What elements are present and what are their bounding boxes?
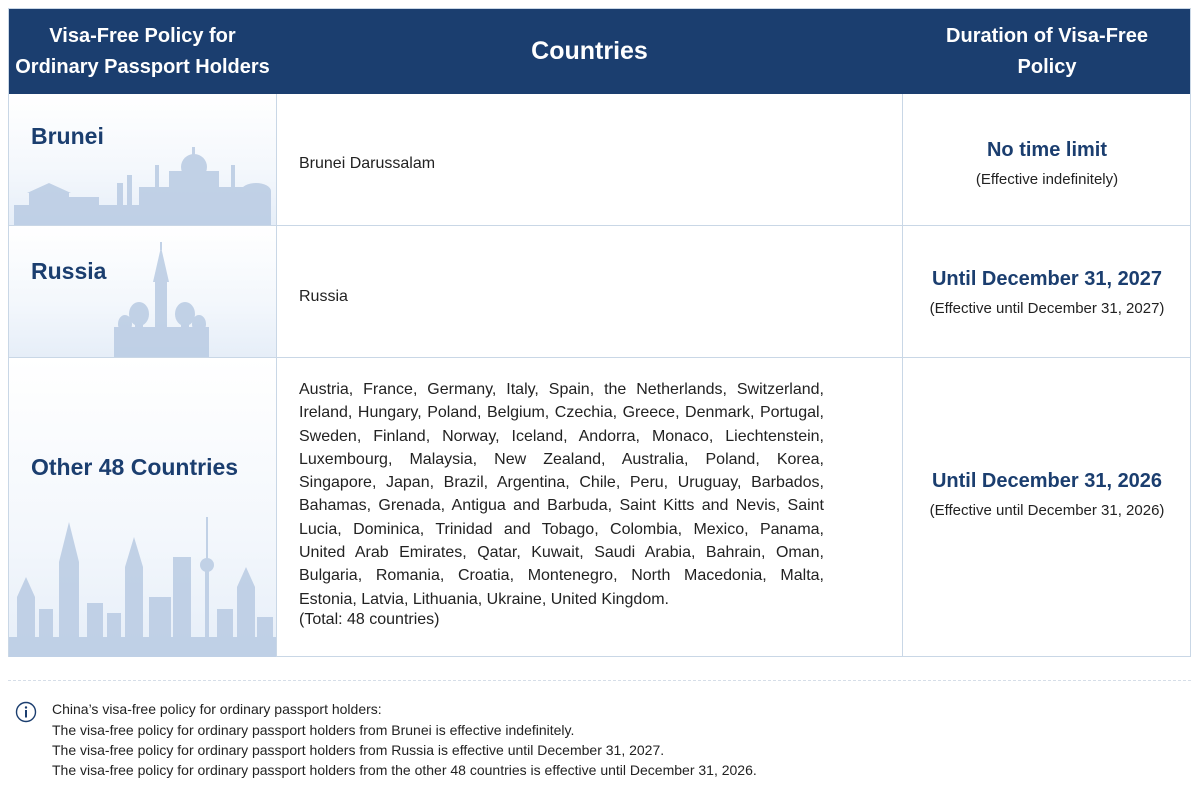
world-skyline-illustration [9, 517, 276, 657]
duration-note: (Effective until December 31, 2026) [929, 502, 1165, 519]
duration-cell [903, 268, 1191, 317]
table-row-russia [9, 226, 1190, 357]
duration-main: No time limit [986, 139, 1107, 161]
region-name: Russia [31, 258, 107, 284]
countries-total: (Total: 48 countries) [299, 611, 440, 628]
footer-note-line: The visa-free policy for ordinary passport holders from Brunei is effective indefinitely. [52, 722, 575, 738]
visa-free-policy-table [8, 8, 1191, 657]
russia-cathedral-illustration [9, 242, 276, 357]
header-policy-line2: Ordinary Passport Holders [15, 55, 270, 78]
info-icon [15, 701, 37, 723]
region-cell-russia [9, 226, 276, 357]
duration-note: (Effective indefinitely) [975, 171, 1119, 188]
footer-note-line: The visa-free policy for ordinary passport holders from Russia is effective until December 31, 2027. [52, 742, 665, 758]
duration-cell [903, 139, 1191, 188]
header-duration-line1: Duration of Visa-Free [946, 24, 1148, 47]
duration-note: (Effective until December 31, 2027) [929, 300, 1165, 317]
header-duration-line2: Policy [1017, 55, 1077, 78]
duration-main: Until December 31, 2026 [931, 470, 1163, 492]
header-countries: Countries [531, 37, 648, 65]
header-policy [9, 9, 276, 94]
header-policy-line1: Visa-Free Policy for [49, 24, 236, 47]
table-header [9, 9, 1190, 94]
duration-cell [903, 470, 1191, 519]
region-cell-brunei [9, 95, 276, 225]
region-name: Brunei [31, 123, 104, 149]
brunei-skyline-illustration [9, 145, 276, 225]
region-name: Other 48 Countries [31, 454, 239, 480]
footer-divider [8, 680, 1191, 681]
countries-cell: Austria, France, Germany, Italy, Spain, the Netherlands, Switzerland, Ireland, Hungary, Poland, Belgium, Czechia, Greece, Denmark, Portugal, Sweden, Finland, Norway, Iceland, Andorra, Monaco, Liechtenstein, Luxembourg, Malaysia, New Zealand, Australia, Poland, Korea, Singapore, Japan, Brazil, Argentina, Chile, Peru, Uruguay, Barbados, Bahamas, Grenada, Antigua and Barbuda, Saint Kitts and Nevis, Saint Lucia, Dominica, Trinidad and Tobago, Colombia, Mexico, Panama, United Arab Emirates, Qatar, Kuwait, Saudi Arabia, Bahrain, Oman, Bulgaria, Romania, Croatia, Montenegro, North Macedonia, Malta, Estonia, Latvia, Lithuania, Ukraine, United Kingdom. [299, 381, 824, 608]
duration-main: Until December 31, 2027 [931, 268, 1163, 290]
countries-cell: Russia [299, 288, 348, 305]
table-row-other-48 [9, 358, 1190, 657]
header-duration [903, 9, 1191, 94]
table-row-brunei [9, 95, 1190, 225]
footer-note-line: The visa-free policy for ordinary passport holders from the other 48 countries is effective until December 31, 2026. [52, 762, 757, 778]
footer-note-title: China’s visa-free policy for ordinary passport holders: [52, 701, 382, 717]
region-cell-other-48 [9, 358, 276, 657]
countries-cell: Brunei Darussalam [299, 155, 436, 172]
